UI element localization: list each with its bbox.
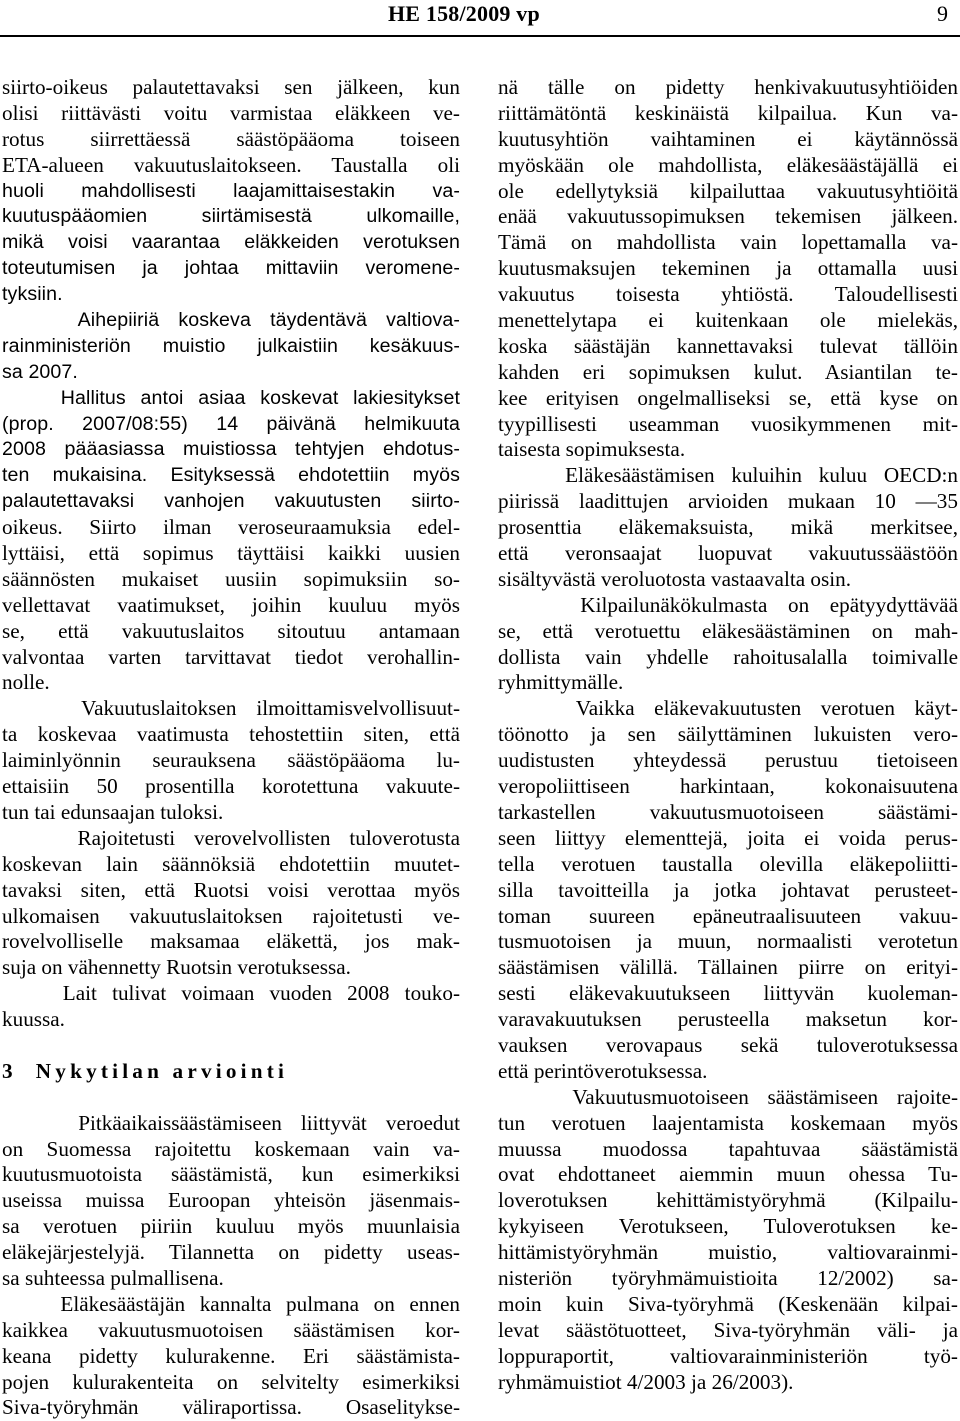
text-line: sa suhteessa pulmallisena. xyxy=(2,1265,224,1290)
text-line: Aihepiiriä koskeva täydentävä valtiova- xyxy=(2,309,460,332)
text-line: ryhmämuistiot 4/2003 ja 26/2003). xyxy=(498,1369,794,1394)
text-line: kuutusmaksujen tekeminen ja ottamalla uusi xyxy=(498,256,958,281)
text-line: ETA-alueen vakuutuslaitokseen. Taustalla oli xyxy=(2,152,460,177)
text-line: ovat ehdottaneet aiemmin muun ohessa Tu- xyxy=(498,1162,958,1187)
text-line: oikeus. Siirto ilman veroseuraamuksia edel- xyxy=(2,515,460,540)
text-line: ta koskevaa vaatimusta tehostettiin siten, että xyxy=(2,722,460,747)
text-line: (prop. 2007/08:55) 14 päivänä helmikuuta xyxy=(2,412,460,435)
text-line: se, että vakuutuslaitos sitoutuu antamaan xyxy=(2,618,460,643)
text-line: Vakuutusmuotoiseen säästämiseen rajoite- xyxy=(498,1084,958,1109)
text-line: tusmuotoisen ja muun, normaalisti verotetun xyxy=(498,929,958,954)
text-line: Siva-työryhmän väliraportissa. Osaselitykse- xyxy=(2,1395,460,1420)
text-line: dollista vain yhdelle rahoitusalalla toimivalle xyxy=(498,644,958,669)
text-line: useissa muissa Euroopan yhteisön jäsenmais- xyxy=(2,1188,460,1213)
text-line: toteutumisen ja johtaa mittaviin veromene- xyxy=(2,257,460,280)
text-line: piirissä laadittujen arvioiden mukaan 10 —35 xyxy=(498,489,958,514)
text-line: riittämätöntä keskinäistä kilpailua. Kun va- xyxy=(498,100,958,125)
text-line: siirto-oikeus palautettavaksi sen jälkeen, kun xyxy=(2,75,460,99)
document-reference: HE 158/2009 vp xyxy=(388,1,540,26)
text-line: Vakuutuslaitoksen ilmoittamisvelvollisuut- xyxy=(2,696,460,721)
text-line: vakuutus toisesta yhtiöstä. Taloudellisesti xyxy=(498,282,958,307)
text-line: loppuraportit, valtiovarainministeriön työ- xyxy=(498,1343,958,1368)
text-line: ulkomaisen vakuutuslaitoksen rajoitetusti ve- xyxy=(2,903,460,928)
text-line: valvontaa varten tarvittavat tiedot verohallin- xyxy=(2,644,460,669)
text-line: koska säästäjän kannettavaksi tulevat tällöin xyxy=(498,333,958,358)
text-line: Eläkesäästämisen kuluihin kuluu OECD:n xyxy=(498,463,958,488)
left-column xyxy=(2,75,460,1421)
text-line: levat säästötuotteet, Siva-työryhmän väli- ja xyxy=(498,1317,958,1342)
text-line: veropoliittiseen harkintaan, kokonaisuutena xyxy=(498,774,958,799)
text-line: Eläkesäästäjän kannalta pulmana on ennen xyxy=(2,1291,460,1316)
blank-line xyxy=(2,1033,460,1059)
text-line: nä tälle on pidetty henkivakuutusyhtiöiden xyxy=(498,75,958,99)
text-line: nisteriön työryhmämuistioita 12/2002) sa- xyxy=(498,1265,958,1290)
text-line: seen liittyy elementtejä, joita ei voida perus- xyxy=(498,825,958,850)
text-line: rainministeriön muistio julkaistiin kesäkuus- xyxy=(2,334,460,357)
text-line: kykyiseen Verotukseen, Tuloverotuksen ke- xyxy=(498,1214,958,1239)
text-line: Pitkäaikaissäästämiseen liittyvät veroedut xyxy=(2,1110,460,1135)
header-rule xyxy=(0,35,960,37)
text-line: kaikkea vakuutusmuotoisen säästämisen kor- xyxy=(2,1317,460,1342)
text-line: suja on vähennetty Ruotsin verotuksessa. xyxy=(2,955,351,980)
text-line: ole edellytyksiä kilpailuttaa vakuutusyhtiöitä xyxy=(498,178,958,203)
text-line: myöskään ole mahdollista, eläkesäästäjällä ei xyxy=(498,152,958,177)
text-line: säännösten mukaiset uusiin sopimuksiin so- xyxy=(2,566,460,591)
text-line: sisältyvästä veroluotosta vastaavalta osin. xyxy=(498,566,852,591)
text-line: taisesta sopimuksesta. xyxy=(498,437,686,462)
text-line: sesti eläkevakuutukseen liittyvän kuoleman- xyxy=(498,981,958,1006)
text-line: silla tavoitteilla ja jotka johtavat perusteet- xyxy=(498,877,958,902)
text-line: että veronsaajat luopuvat vakuutussäästöön xyxy=(498,541,958,566)
text-line: pojen kulurakenteita on selvitelty esimerkiksi xyxy=(2,1369,460,1394)
text-line: loverotuksen kehittämistyöryhmä (Kilpailu- xyxy=(498,1188,958,1213)
text-line: mikä voisi vaarantaa eläkkeiden verotuksen xyxy=(2,231,460,254)
text-line: huoli mahdollisesti laajamittaisestakin va- xyxy=(2,179,460,202)
text-line: olisi riittävästi voitu varmistaa eläkkeen ve- xyxy=(2,100,460,125)
text-line: tavaksi siten, että Ruotsi voisi verottaa myös xyxy=(2,877,460,902)
text-line: lyttäisi, että sopimus täyttäisi kaikki uusien xyxy=(2,541,460,566)
text-line: Rajoitetusti verovelvollisten tuloverotusta xyxy=(2,825,460,850)
text-line: vauksen verovapaus sekä tuloverotuksessa xyxy=(498,1032,958,1057)
section-heading: 3 Nykytilan arviointi xyxy=(2,1058,289,1083)
text-line: kuutusyhtiön vaihtaminen ei käytännössä xyxy=(498,126,958,151)
text-line: että perintöverotuksessa. xyxy=(498,1058,708,1083)
text-line: säästämisen välillä. Tällainen piirre on erityi- xyxy=(498,955,958,980)
right-column xyxy=(498,75,958,1395)
text-line: Tämä on mahdollista vain lopettamalla va- xyxy=(498,230,958,255)
text-line: kee erityisen ongelmalliseksi se, että kyse on xyxy=(498,385,958,410)
text-line: Lait tulivat voimaan vuoden 2008 touko- xyxy=(2,981,460,1006)
page-header xyxy=(0,0,960,38)
page-number: 9 xyxy=(937,1,948,26)
text-line: 2008 pääasiassa muistiossa tehtyjen ehdotus- xyxy=(2,438,460,461)
text-line: rotus siirrettäessä säästöpääoma toiseen xyxy=(2,126,460,151)
text-line: moin kuin Siva-työryhmä (Keskenään kilpai- xyxy=(498,1291,958,1316)
text-line: nolle. xyxy=(2,670,50,695)
text-line: ettaisiin 50 prosentilla korotettuna vakuute- xyxy=(2,774,460,799)
text-line: ten mukaisina. Esityksessä ehdotettiin myös xyxy=(2,464,460,487)
text-line: koskevan lain säännöksiä ehdotettiin muutet- xyxy=(2,851,460,876)
text-line: vellettavat vaatimukset, joihin kuuluu myös xyxy=(2,592,460,617)
text-line: prosenttia eläkemaksuista, mikä merkitsee, xyxy=(498,515,958,540)
text-line: toman suureen epäneutraalisuuteen vakuu- xyxy=(498,903,958,928)
text-line: ryhmittymälle. xyxy=(498,670,624,695)
text-line: muussa muodossa tapahtuvaa säästämistä xyxy=(498,1136,958,1161)
text-line: hittämistyöryhmän muistio, valtiovarainmi- xyxy=(498,1240,958,1265)
text-line: töönotto ja sen säilyttäminen lukuisten vero- xyxy=(498,722,958,747)
text-line: sa 2007. xyxy=(2,360,78,383)
text-line: se, että verotuettu eläkesäästäminen on mah- xyxy=(498,618,958,643)
text-line: tarkastellen vakuutusmuotoiseen säästämi- xyxy=(498,799,958,824)
text-line: tun tai edunsaajan tuloksi. xyxy=(2,799,224,824)
text-line: varavakuutuksen perusteella maksetun kor- xyxy=(498,1007,958,1032)
text-line: rovelvolliselle maksamaa eläkettä, jos mak- xyxy=(2,929,460,954)
text-line: laiminlyönnin seurauksena säästöpääoma lu- xyxy=(2,748,460,773)
text-line: kuutusmuotoista säästämistä, kun esimerkiksi xyxy=(2,1162,460,1187)
text-line: kuussa. xyxy=(2,1007,65,1032)
blank-line xyxy=(2,1085,460,1111)
text-line: menettelytapa ei kuitenkaan ole mielekäs, xyxy=(498,308,958,333)
text-line: Hallitus antoi asiaa koskevat lakiesitykset xyxy=(2,386,460,409)
text-line: tyksiin. xyxy=(2,283,63,306)
text-line: tun verotuen laajentamista koskemaan myös xyxy=(498,1110,958,1135)
text-line: keana pidetty kulurakenne. Eri säästämista- xyxy=(2,1343,460,1368)
text-line: on Suomessa rajoitettu koskemaan vain va- xyxy=(2,1136,460,1161)
text-line: Kilpailunäkökulmasta on epätyydyttävää xyxy=(498,592,958,617)
text-line: Vaikka eläkevakuutusten verotuen käyt- xyxy=(498,696,958,721)
text-line: uudistusten yhteydessä perustuu tietoiseen xyxy=(498,748,958,773)
text-line: palautettavaksi vanhojen vakuutusten siirto- xyxy=(2,490,460,513)
text-line: kuutuspääomien siirtämisestä ulkomaille, xyxy=(2,205,460,228)
text-line: tyypillisesti useamman vuosikymmenen mit- xyxy=(498,411,958,436)
text-line: sa verotuen piiriin kuuluu myös muunlaisia xyxy=(2,1214,460,1239)
text-line: tella verotuen taustalla olevilla eläkepoliitti- xyxy=(498,851,958,876)
text-line: enää vakuutussopimuksen tekemisen jälkeen. xyxy=(498,204,958,229)
text-line: eläkejärjestelyjä. Tilannetta on pidetty useas- xyxy=(2,1240,460,1265)
text-line: kahden eri sopimuksen kulut. Asiantilan te- xyxy=(498,359,958,384)
